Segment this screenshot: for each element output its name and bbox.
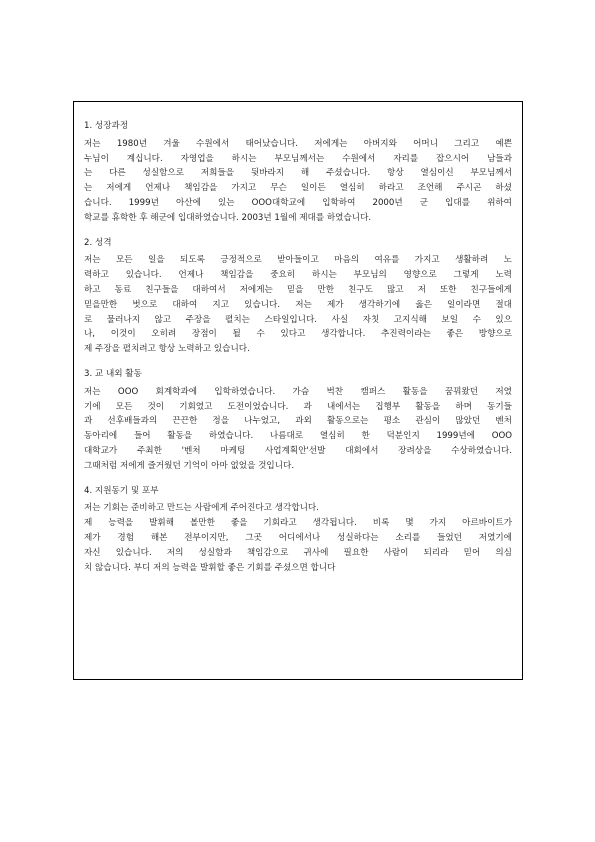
text-line: 자신 있습니다. 저의 성실함과 책임감으로 귀사에 필요한 사람이 되리라 믿어 의심 <box>84 547 512 558</box>
section-body <box>84 253 512 357</box>
section-growth <box>84 119 512 226</box>
text-line: 대학교가 주최한 '벤처 마케팅 사업계획안'선발 대회에서 장려상을 수상하였습니다. <box>84 445 512 456</box>
section-body <box>84 137 512 226</box>
text-line: 저는 1980년 겨울 수원에서 태어났습니다. 저에게는 아버지와 어머니 그리고 예쁜 <box>84 138 512 149</box>
text-line: 믿을만한 벗으로 대하여 지고 있습니다. 저는 제가 생각하기에 옳은 일이라면 절대 <box>84 299 512 310</box>
text-line: 력하고 있습니다. 언제나 책임감을 중요히 하시는 부모님의 영향으로 그렇게 노력 <box>84 270 512 281</box>
text-line: 기에 모든 것이 기회였고 도전이었습니다. 과 내에서는 집행부 활동을 하며 동기들 <box>84 401 512 412</box>
section-motivation <box>84 484 512 576</box>
text-line: 치 않습니다. 부디 저의 능력을 발휘할 좋은 기회를 주셨으면 합니다 <box>84 562 336 573</box>
text-line: 나, 이것이 오히려 장점이 될 수 있다고 생각합니다. 추진력이라는 좋은 방향으로 <box>84 329 512 340</box>
text-line: 학교를 휴학한 후 해군에 입대하였습니다. 2003년 1월에 제대를 하였습니다. <box>84 212 372 223</box>
text-line: 과 선후배들과의 끈끈한 정을 나누었고, 과외 활동으로는 평소 관심이 많았던 벤처 <box>84 416 512 427</box>
text-line: 제 주장을 펼치려고 항상 노력하고 있습니다. <box>84 344 250 355</box>
section-heading: 2. 성격 <box>84 237 112 248</box>
section-heading: 4. 지원동기 및 포부 <box>84 485 159 496</box>
text-line: 제가 경험 해본 전부이지만, 그곳 어디에서나 성실하다는 소리를 들었던 저였기에 <box>84 532 512 543</box>
section-heading: 3. 교 내외 활동 <box>84 368 142 379</box>
section-body <box>84 385 512 474</box>
text-line: 누님이 계십니다. 자영업을 하시는 부모님께서는 수원에서 자리를 잡으시어 남들과 <box>84 153 512 164</box>
text-line: 제 능력을 발휘해 볼만한 좋을 기회라고 생각됩니다. 비록 몇 가지 아르바이트가 <box>84 518 512 529</box>
text-line: 는 저에게 언제나 책임감을 가지고 무슨 일이든 열심히 하라고 조언해 주시곤 하셨 <box>84 183 512 194</box>
section-personality <box>84 236 512 357</box>
text-line: 는 다른 성실함으로 저희들을 뒷바라지 해 주셨습니다. 항상 열심이신 부모님께서 <box>84 168 512 179</box>
text-line: 로 물러나지 않고 주장을 펼치는 스타일입니다. 사실 자칫 고지식해 보일 수 있으 <box>84 314 512 325</box>
text-line: 습니다. 1999년 아산에 있는 OOO대학교에 입학하여 2000년 군 입대를 위하여 <box>84 197 512 208</box>
section-body <box>84 501 512 575</box>
text-line: 동아리에 들어 활동을 하였습니다. 나름대로 열심히 한 덕분인지 1999년에 OOO <box>84 431 512 442</box>
text-line: 저는 기회는 준비하고 만드는 사람에게 주어진다고 생각합니다. <box>84 503 319 514</box>
section-heading: 1. 성장과정 <box>84 121 129 131</box>
text-line: 저는 OOO 회계학과에 입학하였습니다. 가슴 벅찬 캠퍼스 활동을 꿈꿔왔던 저였 <box>84 386 512 397</box>
text-line: 하고 동료 친구들을 대하여서 저에게는 믿을 만한 친구도 많고 저 또한 친구들에게 <box>84 284 512 295</box>
text-line: 그때처럼 저에게 즐거웠던 기억이 아마 없었을 것입니다. <box>84 460 295 471</box>
section-activities <box>84 367 512 474</box>
essay-box <box>73 101 523 680</box>
text-line: 저는 모든 일을 되도록 긍정적으로 받아들이고 마음의 여유를 가지고 생활하려 노 <box>84 255 512 266</box>
